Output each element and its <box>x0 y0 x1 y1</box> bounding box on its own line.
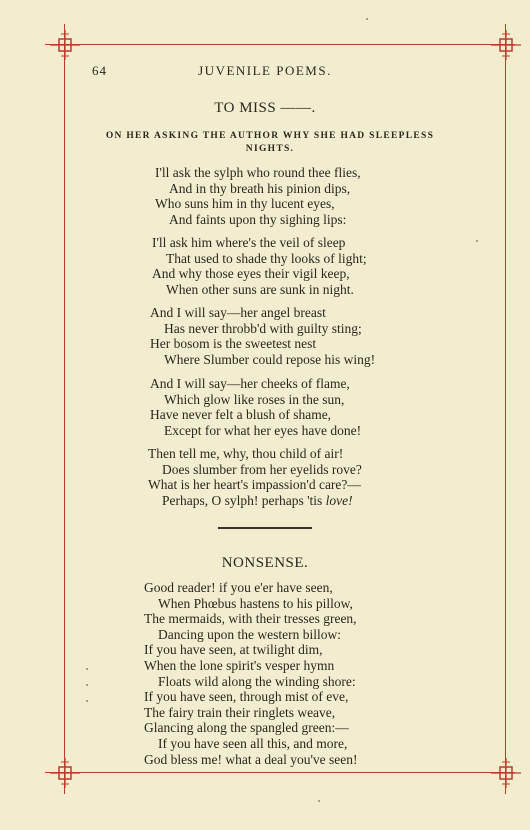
border-top <box>45 44 515 45</box>
verse-line: Except for what her eyes have done! <box>164 422 362 438</box>
running-head <box>0 63 530 81</box>
corner-ornament-top-right <box>491 30 521 60</box>
verse-line: And in thy breath his pinion dips, <box>169 180 351 196</box>
verse-line: The fairy train their ringlets weave, <box>144 704 336 720</box>
verse-line: Who suns him in thy lucent eyes, <box>155 196 335 212</box>
stanza-4 <box>150 376 361 438</box>
stanza-5 <box>148 446 362 508</box>
border-right <box>505 24 506 794</box>
poem-title-to-miss: TO MISS ——. <box>214 100 316 116</box>
verse-line: What is her heart's impassion'd care?— <box>148 477 361 493</box>
corner-ornament-top-left <box>50 30 80 60</box>
verse-line: Where Slumber could repose his wing! <box>164 351 376 367</box>
paper-speck <box>318 800 320 802</box>
verse-line: Has never throbb'd with guilty sting; <box>164 320 362 336</box>
verse-line: I'll ask the sylph who round thee flies, <box>155 165 361 180</box>
poem-subtitle <box>85 130 455 156</box>
verse-line: Her bosom is the sweetest nest <box>150 336 317 352</box>
stanza-1 <box>155 165 361 227</box>
page-number: 64 <box>92 63 107 78</box>
verse-line: Glancing along the spangled green:— <box>144 720 349 736</box>
verse-line: And I will say—her angel breast <box>150 305 326 320</box>
verse-line: Which glow like roses in the sun, <box>164 391 345 407</box>
verse-line: And I will say—her cheeks of flame, <box>150 376 350 391</box>
verse-line: And why those eyes their vigil keep, <box>152 266 350 282</box>
verse-line: If you have seen, through mist of eve, <box>144 689 349 705</box>
paper-speck <box>86 668 88 670</box>
nonsense-verse <box>144 580 358 767</box>
paper-speck <box>366 18 368 20</box>
verse-line: When Phœbus hastens to his pillow, <box>158 595 353 611</box>
verse-line: That used to shade thy looks of light; <box>166 250 367 266</box>
paper-speck <box>476 240 478 242</box>
stanza-2 <box>152 235 367 297</box>
verse-line: If you have seen all this, and more, <box>158 735 348 751</box>
stanza-3 <box>150 305 375 367</box>
verse-line: If you have seen, at twilight dim, <box>144 642 323 658</box>
paper-speck <box>86 700 88 702</box>
corner-ornament-bottom-left <box>50 758 80 788</box>
verse-line: And faints upon thy sighing lips: <box>169 211 347 227</box>
verse-line <box>148 493 362 509</box>
corner-ornament-bottom-right <box>491 758 521 788</box>
subtitle-line: NIGHTS. <box>245 144 295 154</box>
border-bottom <box>45 772 515 773</box>
emphasized-word: love! <box>325 492 353 508</box>
verse-line: Dancing upon the western billow: <box>158 626 341 642</box>
verse-line: When the lone spirit's vesper hymn <box>144 657 335 673</box>
verse-line: Then tell me, why, thou child of air! <box>148 446 344 461</box>
subtitle-line: ON HER ASKING THE AUTHOR WHY SHE HAD SLEEPLESS <box>105 131 435 141</box>
verse-line: I'll ask him where's the veil of sleep <box>152 235 346 250</box>
verse-line: Good reader! if you e'er have seen, <box>144 580 333 595</box>
verse-line: Does slumber from her eyelids rove? <box>162 461 362 477</box>
verse-line: God bless me! what a deal you've seen! <box>144 751 358 767</box>
poem-title-nonsense: NONSENSE. <box>221 555 309 571</box>
running-title: JUVENILE POEMS. <box>198 63 332 78</box>
verse-line: The mermaids, with their tresses green, <box>144 611 357 627</box>
verse-line: When other suns are sunk in night. <box>166 281 354 297</box>
verse-line: Floats wild along the winding shore: <box>158 673 356 689</box>
verse-line: Have never felt a blush of shame, <box>150 407 332 423</box>
paper-speck <box>86 684 88 686</box>
border-left <box>64 24 65 794</box>
verse-text: Perhaps, O sylph! perhaps 'tis <box>162 492 323 508</box>
section-divider <box>218 527 312 529</box>
